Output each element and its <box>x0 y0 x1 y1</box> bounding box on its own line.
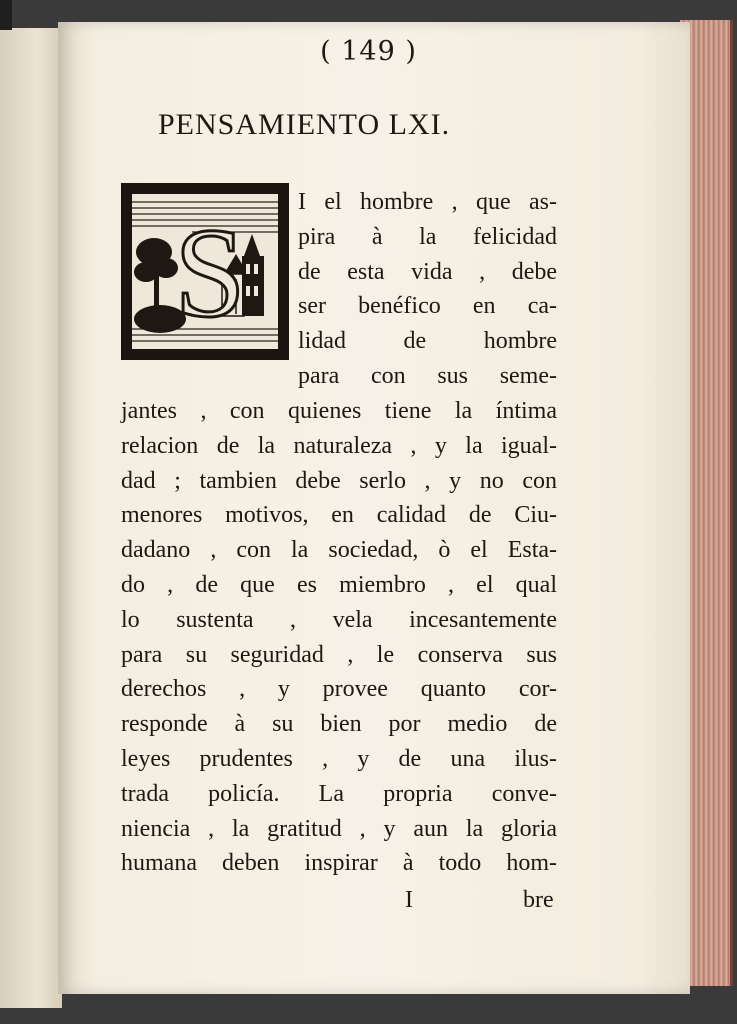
text-line: lidad de hombre <box>298 328 557 355</box>
signature-mark: I <box>405 887 413 913</box>
dropcap-woodcut <box>121 183 289 360</box>
text-line: niencia , la gratitud , y aun la gloria <box>121 815 557 842</box>
body-text <box>121 394 557 881</box>
catchword: bre <box>523 887 554 913</box>
text-beside-initial <box>298 185 557 394</box>
text-line: leyes prudentes , y de una ilus- <box>121 745 557 772</box>
text-line: derechos , y provee quanto cor- <box>121 676 557 703</box>
text-line: dad ; tambien debe serlo , y no con <box>121 467 557 494</box>
text-line: menores motivos, en calidad de Ciu- <box>121 502 557 529</box>
text-line: lo sustenta , vela incesantemente <box>121 606 557 633</box>
heading: PENSAMIENTO LXI. <box>158 108 451 141</box>
text-line: responde à su bien por medio de <box>121 711 557 738</box>
left-cover-edge <box>0 0 12 30</box>
text-line: ser benéfico en ca- <box>298 293 557 320</box>
text-line: humana deben inspirar à todo hom- <box>121 850 557 877</box>
text-line: trada policía. La propria conve- <box>121 780 557 807</box>
text-line: do , de que es miembro , el qual <box>121 571 557 598</box>
text-line: para con sus seme- <box>298 362 557 389</box>
text-line: para su seguridad , le conserva sus <box>121 641 557 668</box>
page-number: ( 149 ) <box>320 36 417 67</box>
left-page <box>0 28 62 1008</box>
dropcap-letter: S <box>174 202 246 344</box>
text-line: pira à la felicidad <box>298 223 557 250</box>
text-line: jantes , con quienes tiene la íntima <box>121 398 557 424</box>
text-line: de esta vida , debe <box>298 258 557 285</box>
text-line: I el hombre , que as- <box>298 189 557 215</box>
text-line: relacion de la naturaleza , y la igual- <box>121 432 557 459</box>
text-line: dadano , con la sociedad, ò el Esta- <box>121 537 557 564</box>
woodcut-illustration <box>132 194 278 349</box>
